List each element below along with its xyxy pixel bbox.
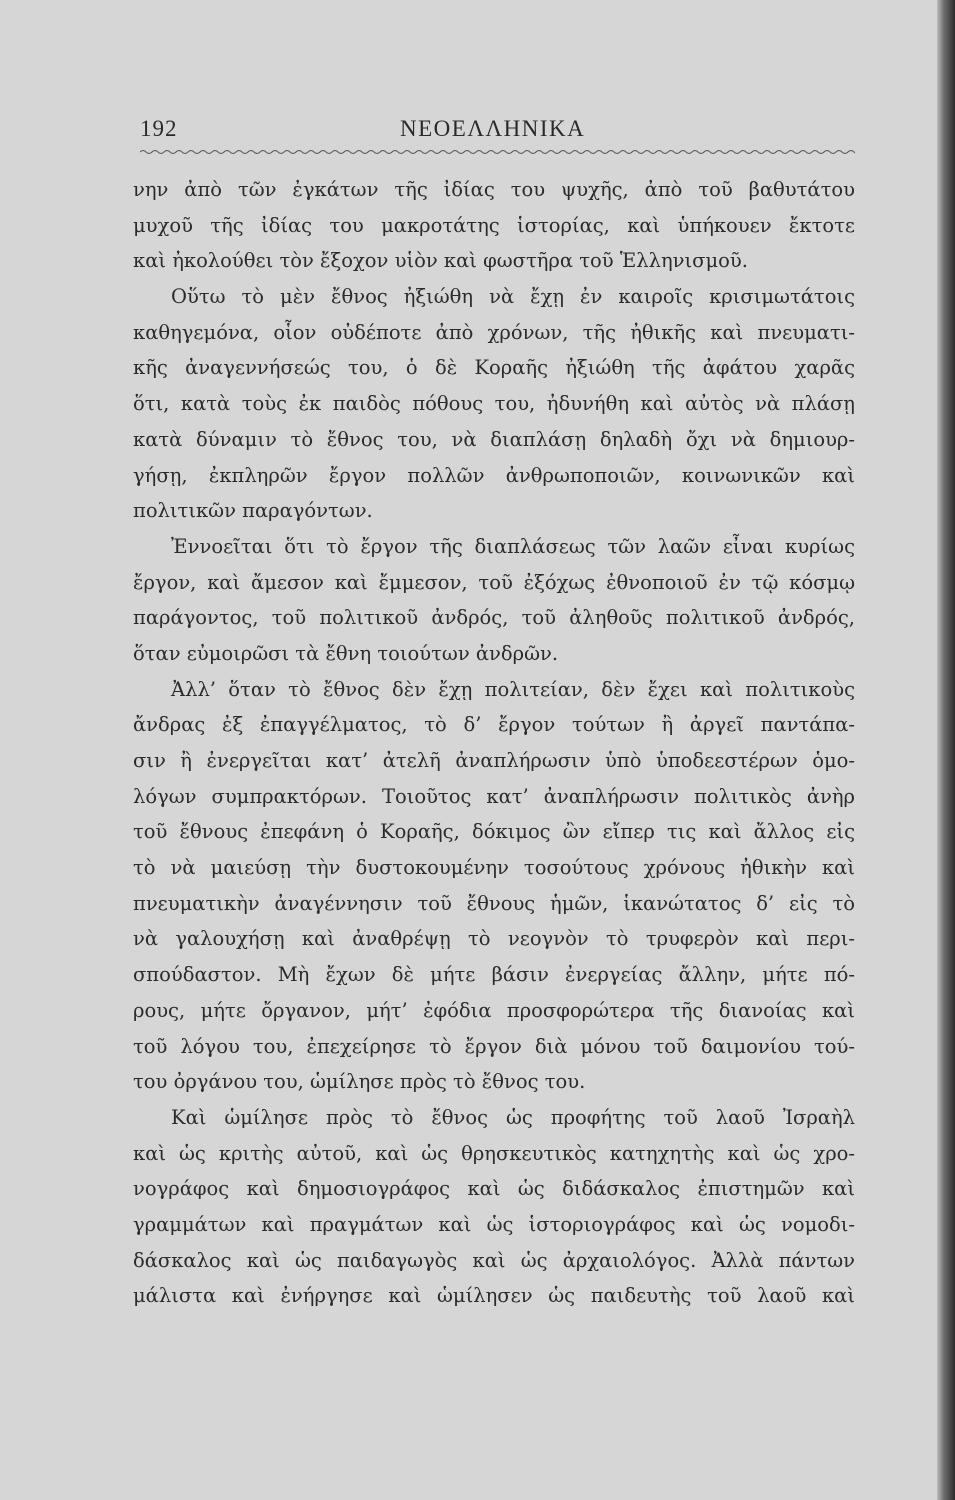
text-line: Ἀλλ’ ὅταν τὸ ἔθνος δὲν ἔχῃ πολιτείαν, δὲν ἔχει καὶ πολιτικοὺς — [171, 677, 855, 701]
text-line: καὶ ἠκολούθει τὸν ἔξοχον υἱὸν καὶ φωστῆρα τοῦ Ἑλληνισμοῦ. — [133, 249, 748, 273]
text-line: πνευματικὴν ἀναγέννησιν τοῦ ἔθνους ἡμῶν, ἱκανώτατος δ’ εἰς τὸ — [133, 891, 855, 915]
text-line: τὸ νὰ μαιεύσῃ τὴν δυστοκουμένην τοσούτους χρόνους ἠθικὴν καὶ — [133, 856, 855, 880]
text-line: Ἐννοεῖται ὅτι τὸ ἔργον τῆς διαπλάσεως τῶν λαῶν εἶναι κυρίως — [171, 534, 855, 558]
page-number: 192 — [140, 116, 178, 141]
text-line: παράγοντος, τοῦ πολιτικοῦ ἀνδρός, τοῦ ἀληθοῦς πολιτικοῦ ἀνδρός, — [133, 606, 855, 630]
text-line: ρους, μήτε ὄργανον, μήτ’ ἐφόδια προσφορώτερα τῆς διανοίας καὶ — [133, 998, 855, 1022]
text-line: πολιτικῶν παραγόντων. — [133, 499, 373, 523]
text-line: γήσῃ, ἐκπληρῶν ἔργον πολλῶν ἀνθρωποποιῶν, κοινωνικῶν καὶ — [133, 463, 855, 487]
text-line: δάσκαλος καὶ ὡς παιδαγωγὸς καὶ ὡς ἀρχαιολόγος. Ἀλλὰ πάντων — [133, 1248, 855, 1272]
text-line: καθηγεμόνα, οἷον οὐδέποτε ἀπὸ χρόνων, τῆς ἠθικῆς καὶ πνευματι- — [133, 320, 855, 344]
text-line: ὅτι, κατὰ τοὺς ἐκ παιδὸς πόθους του, ἠδυνήθη καὶ αὐτὸς νὰ πλάσῃ — [133, 392, 855, 416]
text-line: καὶ ὡς κριτὴς αὐτοῦ, καὶ ὡς θρησκευτικὸς κατηχητὴς καὶ ὡς χρο- — [133, 1141, 855, 1165]
book-spine-edge — [937, 0, 955, 1500]
text-line: μάλιστα καὶ ἐνήργησε καὶ ὡμίλησεν ὡς παιδευτὴς τοῦ λαοῦ καὶ — [133, 1284, 855, 1308]
text-line: ἔργον, καὶ ἄμεσον καὶ ἔμμεσον, τοῦ ἐξόχως ἐθνοποιοῦ ἐν τῷ κόσμῳ — [133, 570, 855, 594]
running-head: ΝΕΟΕΛΛΗΝΙΚΑ — [400, 116, 586, 141]
text-line: μυχοῦ τῆς ἰδίας του μακροτάτης ἱστορίας, καὶ ὑπήκουεν ἔκτοτε — [133, 213, 855, 237]
text-line: τοῦ λόγου του, ἐπεχείρησε τὸ ἔργον διὰ μόνου τοῦ δαιμονίου τού- — [133, 1034, 855, 1058]
text-line: γραμμάτων καὶ πραγμάτων καὶ ὡς ἱστοριογράφος καὶ ὡς νομοδι- — [133, 1212, 855, 1236]
text-line: κατὰ δύναμιν τὸ ἔθνος του, νὰ διαπλάσῃ δηλαδὴ ὄχι νὰ δημιουρ- — [133, 427, 855, 451]
text-line: Οὕτω τὸ μὲν ἔθνος ἠξιώθη νὰ ἔχῃ ἐν καιροῖς κρισιμωτάτοις — [171, 285, 855, 309]
page-header — [140, 116, 850, 150]
text-line: ὅταν εὐμοιρῶσι τὰ ἔθνη τοιούτων ἀνδρῶν. — [133, 641, 559, 665]
text-line: του ὀργάνου του, ὡμίλησε πρὸς τὸ ἔθνος του. — [133, 1070, 586, 1094]
text-line: λόγων συμπρακτόρων. Τοιοῦτος κατ’ ἀναπλήρωσιν πολιτικὸς ἀνὴρ — [133, 784, 855, 808]
text-line: σπούδαστον. Μὴ ἔχων δὲ μήτε βάσιν ἐνεργείας ἄλλην, μήτε πό- — [133, 963, 855, 987]
text-line: νὰ γαλουχήσῃ καὶ ἀναθρέψῃ τὸ νεογνὸν τὸ τρυφερὸν καὶ περι- — [133, 927, 855, 951]
wavy-rule — [140, 148, 855, 156]
text-line: ἄνδρας ἐξ ἐπαγγέλματος, τὸ δ’ ἔργον τούτων ἢ ἀργεῖ παντάπα- — [133, 713, 855, 737]
text-line: σιν ἢ ἐνεργεῖται κατ’ ἀτελῆ ἀναπλήρωσιν ὑπὸ ὑποδεεστέρων ὁμο- — [133, 749, 855, 772]
text-line: Καὶ ὡμίλησε πρὸς τὸ ἔθνος ὡς προφήτης τοῦ λαοῦ Ἰσραὴλ — [171, 1105, 855, 1129]
text-line: νην ἀπὸ τῶν ἐγκάτων τῆς ἰδίας του ψυχῆς, ἀπὸ τοῦ βαθυτάτου — [133, 178, 855, 201]
text-line: τοῦ ἔθνους ἐπεφάνη ὁ Κοραῆς, δόκιμος ὢν εἴπερ τις καὶ ἄλλος εἰς — [133, 820, 855, 844]
body-text — [133, 172, 855, 1314]
text-line: κῆς ἀναγεννήσεώς του, ὁ δὲ Κοραῆς ἠξιώθη τῆς ἀφάτου χαρᾶς — [133, 356, 855, 380]
text-line: νογράφος καὶ δημοσιογράφος καὶ ὡς διδάσκαλος ἐπιστημῶν καὶ — [133, 1177, 855, 1201]
